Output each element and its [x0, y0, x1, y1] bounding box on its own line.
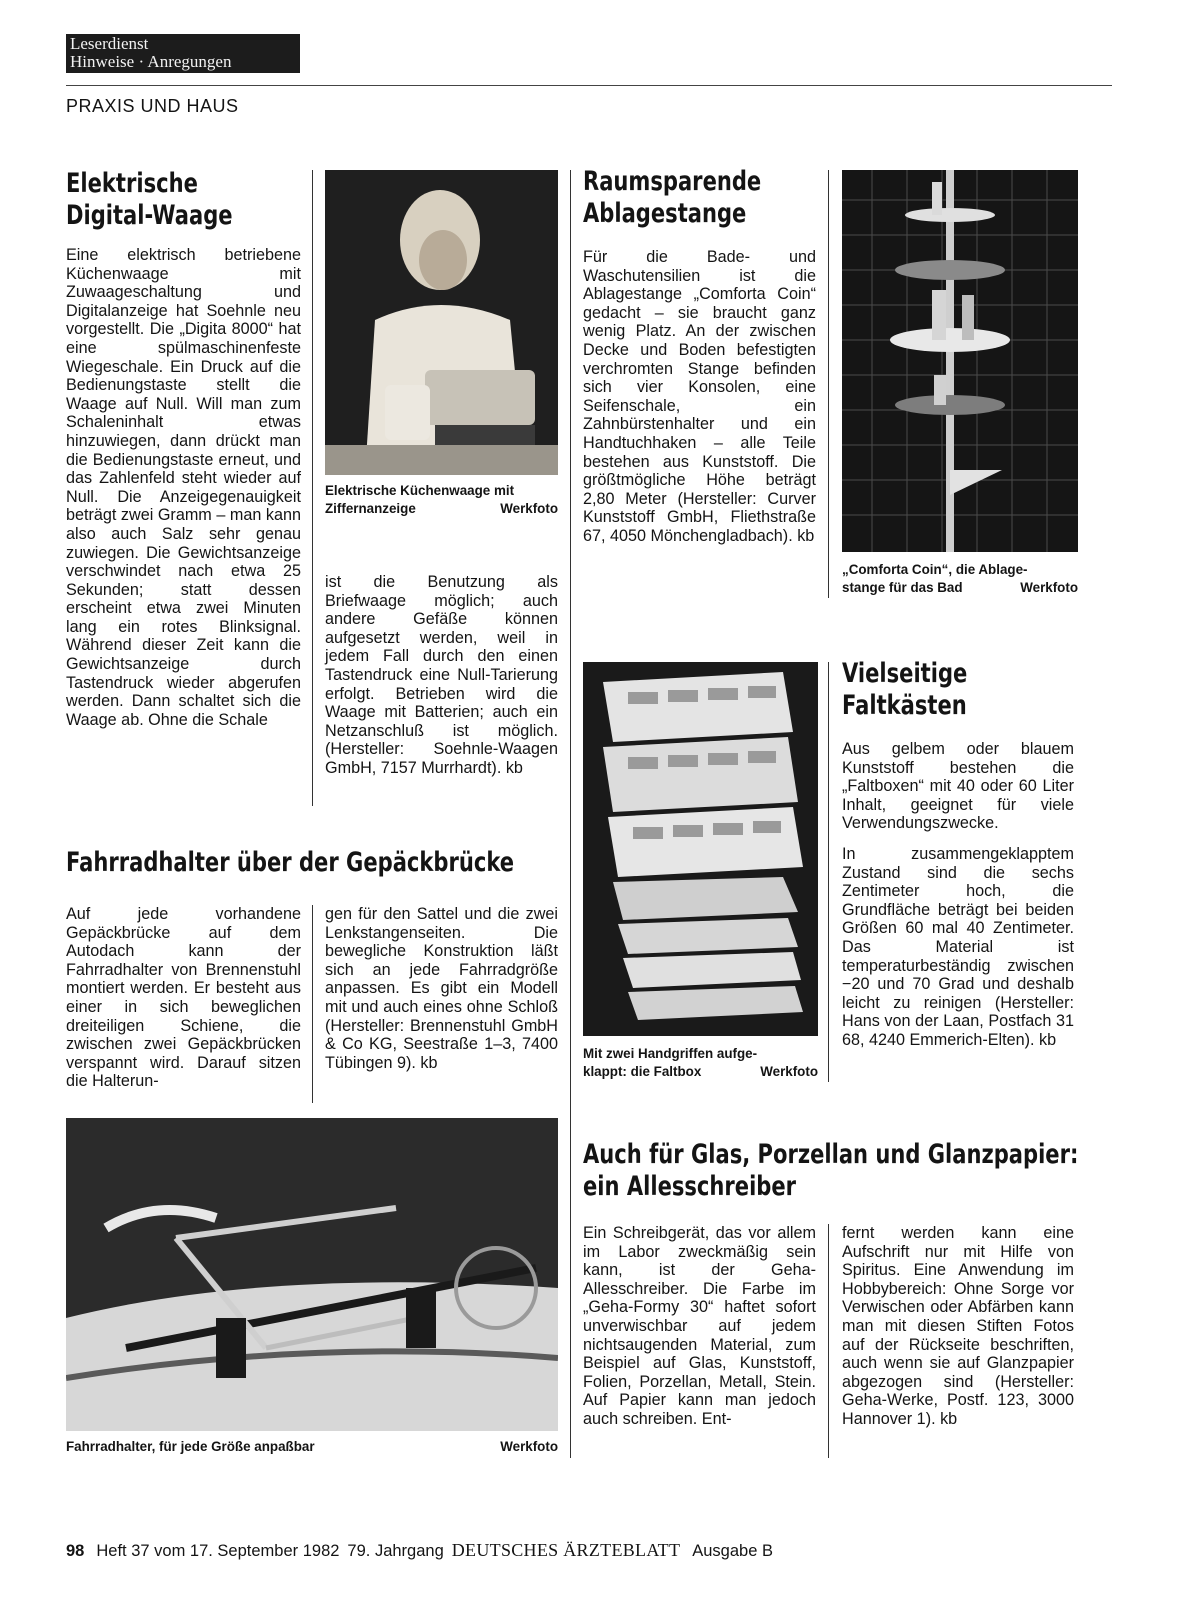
waage-caption-line-2: Ziffernanzeige: [325, 501, 416, 516]
allesschreiber-headline: [583, 1139, 1078, 1203]
header-rule: [66, 85, 1112, 86]
waage-body-text-2: ist die Benutzung als Briefwaage möglich; auch andere Gefäße können aufgesetzt werden, weil in jedem Fall durch den einen Tastendruck eine Null-Tarierung erfolgt. Betrieben wird die Waage mit Batterien; auch ein Netzanschluß ist möglich. (Hersteller: Soehnle-Waagen GmbH, 7157 Murrhardt). kb: [325, 573, 558, 777]
fahrrad-caption-credit: Werkfoto: [500, 1439, 558, 1454]
waage-body-col-1: [66, 246, 301, 729]
fahrrad-column-rule: [312, 905, 313, 1103]
section-title: PRAXIS UND HAUS: [66, 96, 239, 116]
waage-caption: [325, 482, 558, 518]
faltkaesten-headline: [842, 658, 967, 722]
waage-caption-line-1: Elektrische Küchenwaage mit: [325, 483, 515, 498]
footer-volume: 79. Jahrgang: [347, 1542, 444, 1560]
column-rule: [312, 170, 313, 806]
faltbox-caption-line-2: klappt: die Faltbox: [583, 1064, 702, 1079]
footer-journal: DEUTSCHES ÄRZTEBLATT: [451, 1540, 681, 1560]
ablage-headline: [583, 166, 761, 230]
allesschreiber-body-text-2: fernt werden kann eine Aufschrift nur mit Hilfe von Spiritus. Eine Anwendung im Hobbybereich: Ohne Sorge vor Verwischen oder Abfärben kann man mit diesen Stiften Fotos auf der Rückseite beschriften, auch wenn sie auf Glanzpapier abgezogen sind (Hersteller: Geha-Werke, Postf. 123, 3000 Hannover 1). kb: [842, 1224, 1074, 1428]
kitchen-scale-photo-icon: [325, 170, 558, 475]
fahrrad-body-col-2: [325, 905, 558, 1072]
ablage-caption: [842, 561, 1078, 597]
folding-box-photo-icon: [583, 662, 818, 1036]
fahrrad-photo: [66, 1118, 558, 1431]
waage-caption-credit: Werkfoto: [500, 501, 558, 516]
faltbox-caption-line-1: Mit zwei Handgriffen aufge-: [583, 1046, 758, 1061]
ablage-headline-line-1: Raumsparende: [583, 166, 762, 197]
rubric-line-2: Hinweise · Anregungen: [70, 52, 232, 71]
fahrrad-body-text-2: gen für den Sattel und die zwei Lenkstangenseiten. Die bewegliche Konstruktion läßt sich an jede Fahrradgröße anpassen. Es gibt ein Modell mit und auch eines ohne Schloß (Hersteller: Brennenstuhl GmbH & Co KG, Seestraße 1–3, 7400 Tübingen 9). kb: [325, 905, 558, 1072]
fahrrad-caption-text: Fahrradhalter, für jede Größe anpaßbar: [66, 1439, 315, 1454]
waage-body-text-1: Eine elektrisch betriebene Küchenwaage mit Zuwaageschaltung und Digitalanzeige hat Soehnle neu vorgestellt. Die „Digita 8000“ hat eine spülmaschinenfeste Wiegeschale. Ein Druck auf die Bedienungstaste stellt die Waage auf Null. Will man zum Schaleninhalt etwas hinzuwiegen, dann drückt man die Bedienungstaste erneut, und das Zahlenfeld steht wieder auf Null. Die Anzeigegenauigkeit beträgt zwei Gramm – man kann also auch Salz sehr genau zuwiegen. Die Gewichtsanzeige verschwindet nach etwa 25 Sekunden; statt dessen erscheint etwa zwei Minuten lang ein rotes Blinksignal. Während dieser Zeit kann die Gewichtsanzeige durch Tastendruck wieder abgerufen werden. Dann schaltet sich die Waage ab. Ohne die Schale: [66, 246, 301, 729]
faltkaesten-body: [842, 740, 1074, 1050]
bathroom-shelf-pole-photo-icon: [842, 170, 1078, 552]
allesschreiber-body-col-2: [842, 1224, 1074, 1429]
faltkaesten-body-text-1: Aus gelbem oder blauem Kunststoff bestehen die „Faltboxen“ mit 40 oder 60 Liter Inhalt, geeignet für viele Verwendungszwecke.: [842, 740, 1074, 833]
fahrrad-body-text-1: Auf jede vorhandene Gepäckbrücke auf dem Autodach kann der Fahrradhalter von Brennenstuhl montiert werden. Er besteht aus einer in sich beweglichen dreiteiligen Schiene, die zwischen zwei Gepäckbrücken verspannt wird. Darauf sitzen die Halterun-: [66, 905, 301, 1091]
waage-photo: [325, 170, 558, 475]
fahrrad-caption: [66, 1438, 558, 1456]
footer-issue: Heft 37 vom 17. September 1982: [96, 1542, 340, 1560]
ablage-column-rule: [828, 170, 829, 598]
rubric-box: [66, 34, 300, 73]
allesschreiber-body-text-1: Ein Schreibgerät, das vor allem im Labor zweckmäßig sein kann, ist der Geha-Allesschreiber. Die Farbe im „Geha-Formy 30“ haftet sofort unverwischbar auf jedem nichtsaugenden Material, zum Beispiel auf Glas, Kunststoff, Folien, Porzellan, Metall, Stein. Auf Papier kann man jedoch auch schreiben. Ent-: [583, 1224, 816, 1428]
allesschreiber-body-col-1: [583, 1224, 816, 1429]
waage-body-col-2: [325, 573, 558, 778]
ablage-body-text: Für die Bade- und Waschutensilien ist die Ablagestange „Comforta Coin“ gedacht – sie braucht ganz wenig Platz. An der zwischen Decke und Boden befestigten verchromten Stange befinden sich vier Konsolen, eine Seifenschale, ein Zahnbürstenhalter und ein Handtuchhaken – alle Teile bestehen aus Kunststoff. Die größtmögliche Höhe beträgt 2,80 Meter (Hersteller: Curver Kunststoff GmbH, Fliethstraße 67, 4050 Mönchengladbach). kb: [583, 248, 816, 545]
faltkaesten-body-text-2: In zusammengeklapptem Zustand sind die sechs Zentimeter hoch, die Grundfläche beträgt bei beiden Größen 60 mal 40 Zentimeter. Das Material ist temperaturbeständig zwischen −20 und 70 Grad und deshalb leicht zu reinigen (Hersteller: Hans von der Laan, Postfach 31 68, 4240 Emmerich-Elten). kb: [842, 844, 1074, 1049]
footer-edition: Ausgabe B: [692, 1542, 773, 1560]
fahrrad-body-col-1: [66, 905, 301, 1091]
waage-headline-line-1: Elektrische: [66, 168, 198, 199]
allesschreiber-column-rule: [828, 1224, 829, 1458]
ablage-caption-credit: Werkfoto: [1020, 580, 1078, 595]
ablage-caption-line-2: stange für das Bad: [842, 580, 963, 595]
ablage-headline-line-2: Ablagestange: [583, 198, 747, 229]
waage-headline-line-2: Digital-Waage: [66, 200, 233, 231]
allesschreiber-headline-line-2: ein Allesschreiber: [583, 1171, 797, 1202]
faltkaesten-column-rule: [828, 662, 829, 1082]
page-number: 98: [66, 1542, 85, 1560]
faltkaesten-headline-line-2: Faltkästen: [842, 690, 967, 721]
ablage-body: [583, 248, 816, 546]
waage-headline: [66, 168, 233, 232]
ablage-photo: [842, 170, 1078, 552]
fahrrad-headline: Fahrradhalter über der Gepäckbrücke: [66, 847, 515, 878]
allesschreiber-headline-line-1: Auch für Glas, Porzellan und Glanzpapier:: [583, 1139, 1079, 1170]
faltbox-photo: [583, 662, 818, 1036]
center-rule: [570, 170, 571, 1458]
page-footer: [66, 1540, 773, 1561]
faltbox-caption: [583, 1045, 818, 1081]
bicycle-roof-rack-photo-icon: [66, 1118, 558, 1431]
rubric-line-1: Leserdienst: [70, 34, 149, 53]
faltbox-caption-credit: Werkfoto: [760, 1064, 818, 1079]
faltkaesten-headline-line-1: Vielseitige: [842, 658, 968, 689]
ablage-caption-line-1: „Comforta Coin“, die Ablage-: [842, 562, 1028, 577]
